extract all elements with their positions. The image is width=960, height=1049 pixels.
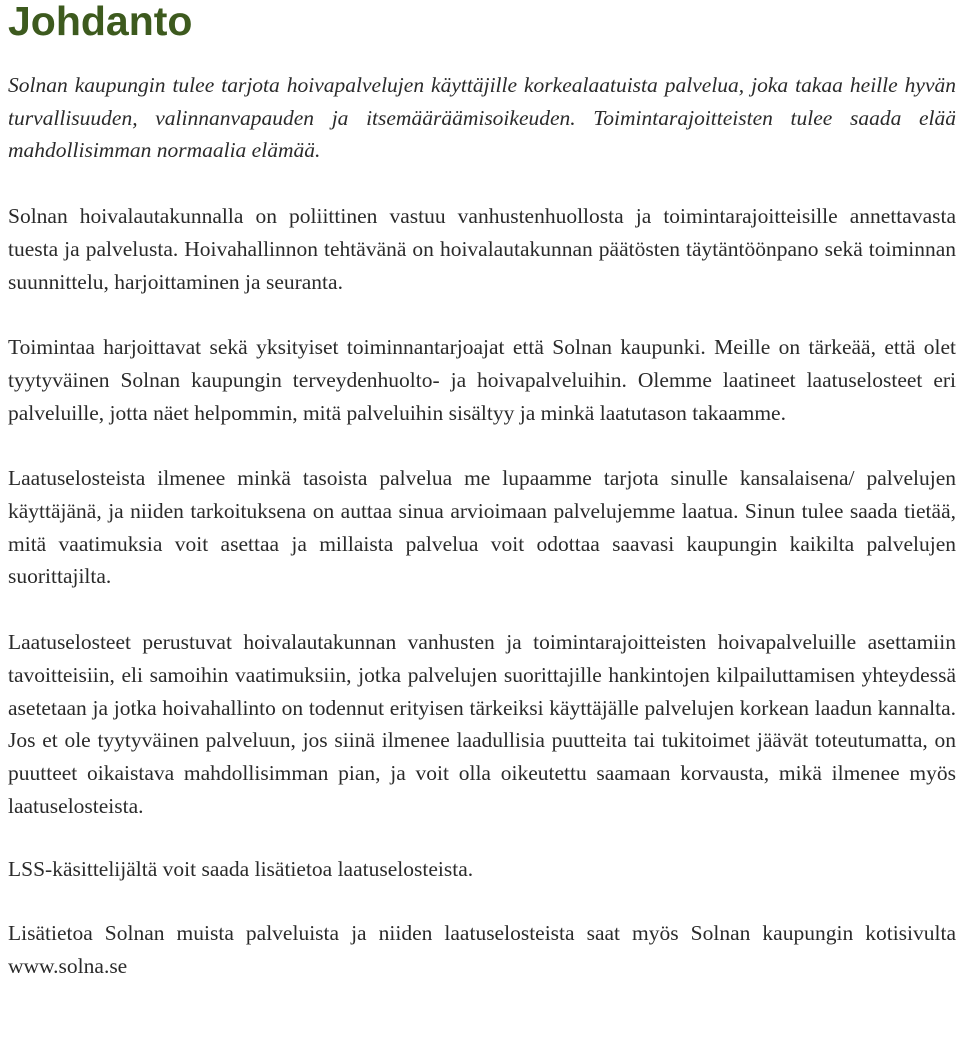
paragraph-providers: Toimintaa harjoittavat sekä yksityiset toiminnantarjoajat että Solnan kaupunki. Meille on tärkeää, että olet tyytyväinen Solnan kaupungin terveydenhuolto- ja hoivapalveluihin. Olemme laatineet laatuselosteet eri palveluille, jotta näet helpommin, mitä palveluihin sisältyy ja minkä laatutason takaamme.	[8, 335, 956, 425]
intro-paragraph: Solnan kaupungin tulee tarjota hoivapalvelujen käyttäjille korkealaatuista palvelua, joka takaa heille hyvän turvallisuuden, valinnanvapauden ja itsemääräämisoikeuden. Toimintarajoitteisten tulee saada elää mahdollisimman normaalia elämää.	[8, 73, 956, 163]
page-title: Johdanto	[8, 0, 193, 44]
document-page	[8, 0, 956, 982]
paragraph-requirements: Laatuselosteet perustuvat hoivalautakunnan vanhusten ja toimintarajoitteisten hoivapalveluille asettamiin tavoitteisiin, eli samoihin vaatimuksiin, jotka palvelujen suorittajille hankintojen kilpailuttamisen yhteydessä asetetaan ja jotka hoivahallinto on todennut erityisen tärkeiksi käyttäjälle palvelujen korkean laadun kannalta. Jos et ole tyytyväinen palveluun, jos siinä ilmenee laadullisia puutteita tai tukitoimet jäävät toteutumatta, on puutteet oikaistava mahdollisimman pian, ja voit olla oikeutettu saamaan korvausta, mikä ilmenee myös laatuselosteista.	[8, 630, 956, 818]
paragraph-quality-declarations: Laatuselosteista ilmenee minkä tasoista palvelua me lupaamme tarjota sinulle kansalaisena/ palvelujen käyttäjänä, ja niiden tarkoituksena on auttaa sinua arvioimaan palvelujemme laatua. Sinun tulee saada tietää, mitä vaatimuksia voit asettaa ja millaista palvelua voit odottaa saavasi kaupungin kaikilta palvelujen suorittajilta.	[8, 466, 956, 589]
paragraph-lss-info: LSS-käsittelijältä voit saada lisätietoa laatuselosteista.	[8, 857, 474, 882]
paragraph-responsibility: Solnan hoivalautakunnalla on poliittinen vastuu vanhustenhuollosta ja toimintarajoitteisille annettavasta tuesta ja palvelusta. Hoivahallinnon tehtävänä on hoivalautakunnan päätösten täytäntöönpano sekä toiminnan suunnittelu, harjoittaminen ja seuranta.	[8, 204, 956, 294]
paragraph-more-info: Lisätietoa Solnan muista palveluista ja niiden laatuselosteista saat myös Solnan kaupungin kotisivulta www.solna.se	[8, 921, 956, 978]
